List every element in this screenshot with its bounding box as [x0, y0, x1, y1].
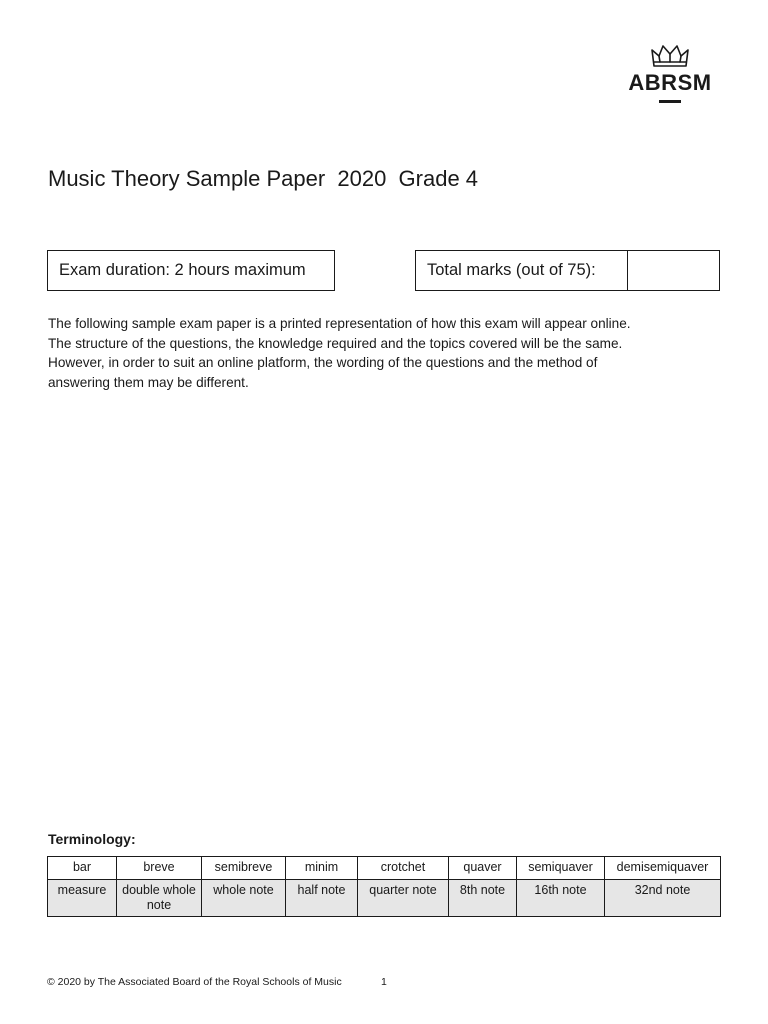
total-marks-field[interactable] — [628, 251, 719, 290]
crown-icon — [622, 42, 718, 72]
term-cell: 16th note — [517, 880, 605, 917]
terminology-heading: Terminology: — [48, 831, 136, 847]
page-title: Music Theory Sample Paper 2020 Grade 4 — [48, 166, 479, 191]
total-marks-box — [415, 250, 720, 291]
copyright-footer: © 2020 by The Associated Board of the Royal Schools of Music — [47, 976, 342, 988]
term-cell: semiquaver — [517, 857, 605, 880]
term-cell: 8th note — [449, 880, 517, 917]
term-cell: double whole note — [117, 880, 202, 917]
term-cell: quarter note — [358, 880, 449, 917]
total-marks-label: Total marks (out of 75): — [416, 251, 628, 290]
term-cell: measure — [48, 880, 117, 917]
term-cell: semibreve — [202, 857, 286, 880]
logo-underline — [659, 100, 681, 103]
abrsm-logo — [622, 42, 718, 106]
term-cell: crotchet — [358, 857, 449, 880]
term-cell: minim — [286, 857, 358, 880]
term-cell: breve — [117, 857, 202, 880]
term-cell: demisemiquaver — [605, 857, 721, 880]
term-cell: bar — [48, 857, 117, 880]
term-cell: quaver — [449, 857, 517, 880]
uk-terms-row — [48, 857, 721, 880]
exam-duration-label: Exam duration: 2 hours maximum — [59, 261, 306, 279]
intro-paragraph: The following sample exam paper is a printed representation of how this exam will appear online. The structure of the questions, the knowledge required and the topics covered will be the same. However, in order to suit an online platform, the wording of the questions and the method of answering them may be different. — [48, 316, 631, 390]
term-cell: 32nd note — [605, 880, 721, 917]
page-number: 1 — [381, 976, 387, 988]
exam-duration-box — [47, 250, 335, 291]
logo-text: ABRSM — [628, 70, 712, 95]
term-cell: whole note — [202, 880, 286, 917]
us-terms-row — [48, 880, 721, 917]
terminology-table — [47, 856, 721, 917]
term-cell: half note — [286, 880, 358, 917]
